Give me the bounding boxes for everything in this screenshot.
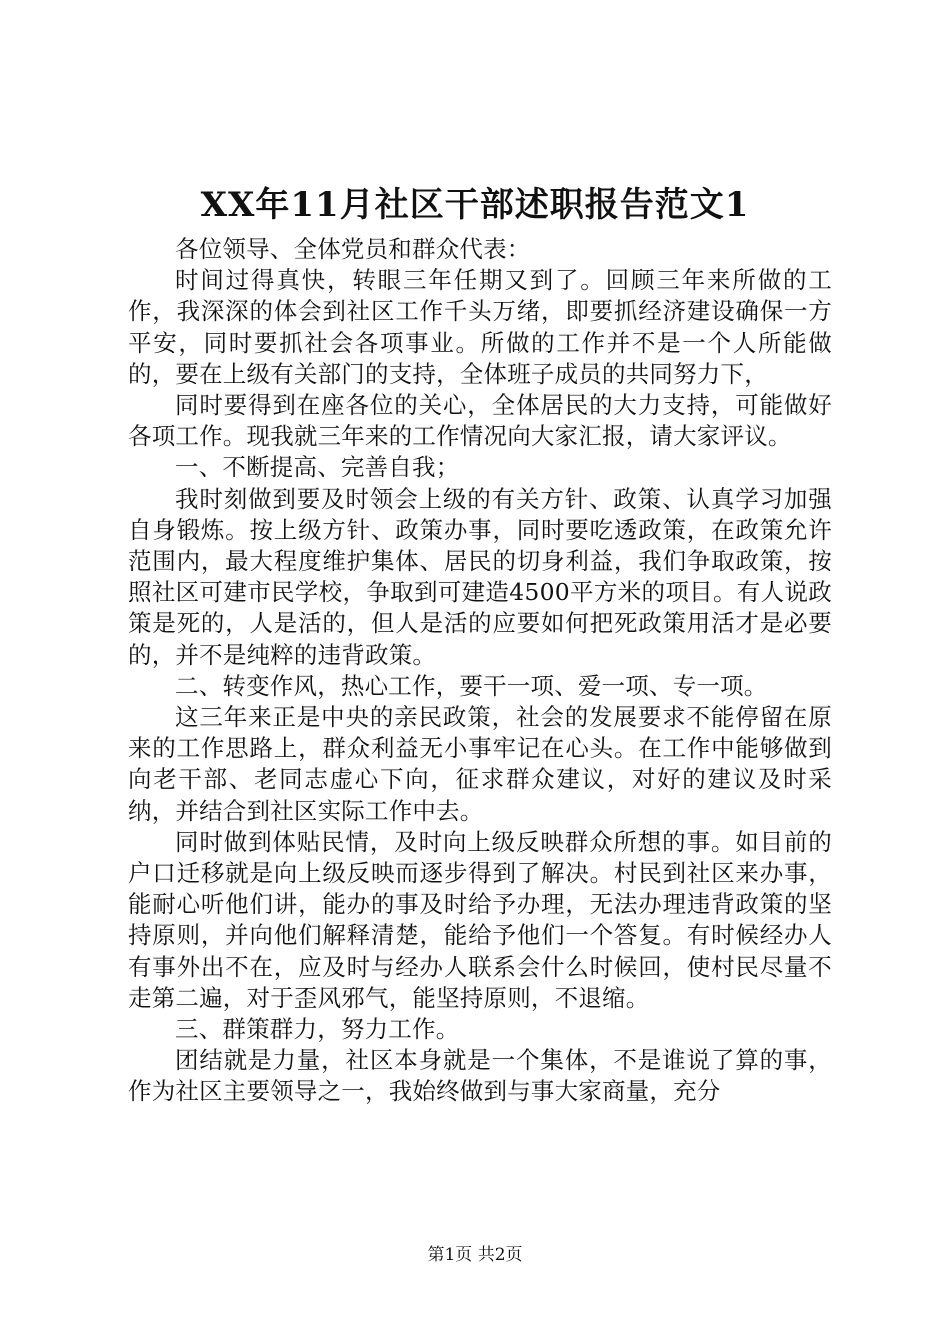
paragraph-salutation: 各位领导、全体党员和群众代表： xyxy=(175,235,531,263)
section-heading: 一、不断提高、完善自我； xyxy=(175,453,460,482)
paragraph: 团结就是力量，社区本身就是一个集体，不是谁说了算的事，作为社区主要领导之一，我始终做到与事大家商量，充分 xyxy=(128,1046,832,1106)
document-title: XX年11月社区干部述职报告范文1 xyxy=(200,185,750,225)
paragraph: 时间过得真快，转眼三年任期又到了。回顾三年来所做的工作，我深深的体会到社区工作千头万绪，即要抓经济建设确保一方平安，同时要抓社会各项事业。所做的工作并不是一个人所能做的，要在上级有关部门的支持，全体班子成员的共同努力下， xyxy=(128,266,832,388)
paragraph: 同时要得到在座各位的关心，全体居民的大力支持，可能做好各项工作。现我就三年来的工作情况向大家汇报，请大家评议。 xyxy=(128,391,832,451)
section-heading: 三、群策群力，努力工作。 xyxy=(175,1015,460,1044)
document-body xyxy=(128,234,832,1108)
page-footer: 第1页 共2页 xyxy=(427,1245,523,1265)
paragraph: 同时做到体贴民情，及时向上级反映群众所想的事。如目前的户口迁移就是向上级反映而逐步得到了解决。村民到社区来办事，能耐心听他们讲，能办的事及时给予办理，无法办理违背政策的坚持原则，并向他们解释清楚，能给予他们一个答复。有时候经办人有事外出不在，应及时与经办人联系会什么时候回，使村民尽量不走第二遍，对于歪风邪气，能坚持原则，不退缩。 xyxy=(128,827,832,1012)
paragraph: 我时刻做到要及时领会上级的有关方针、政策、认真学习加强自身锻炼。按上级方针、政策办事，同时要吃透政策，在政策允许范围内，最大程度维护集体、居民的切身利益，我们争取政策，按照社区可建市民学校，争取到可建造4500平方米的项目。有人说政策是死的，人是活的，但人是活的应要如何把死政策用活才是必要的，并不是纯粹的违背政策。 xyxy=(128,484,832,669)
section-heading: 二、转变作风，热心工作，要干一项、爱一项、专一项。 xyxy=(175,671,768,700)
paragraph: 这三年来正是中央的亲民政策，社会的发展要求不能停留在原来的工作思路上，群众利益无小事牢记在心头。在工作中能够做到向老干部、老同志虚心下向，征求群众建议，对好的建议及时采纳，并结合到社区实际工作中去。 xyxy=(128,703,832,825)
